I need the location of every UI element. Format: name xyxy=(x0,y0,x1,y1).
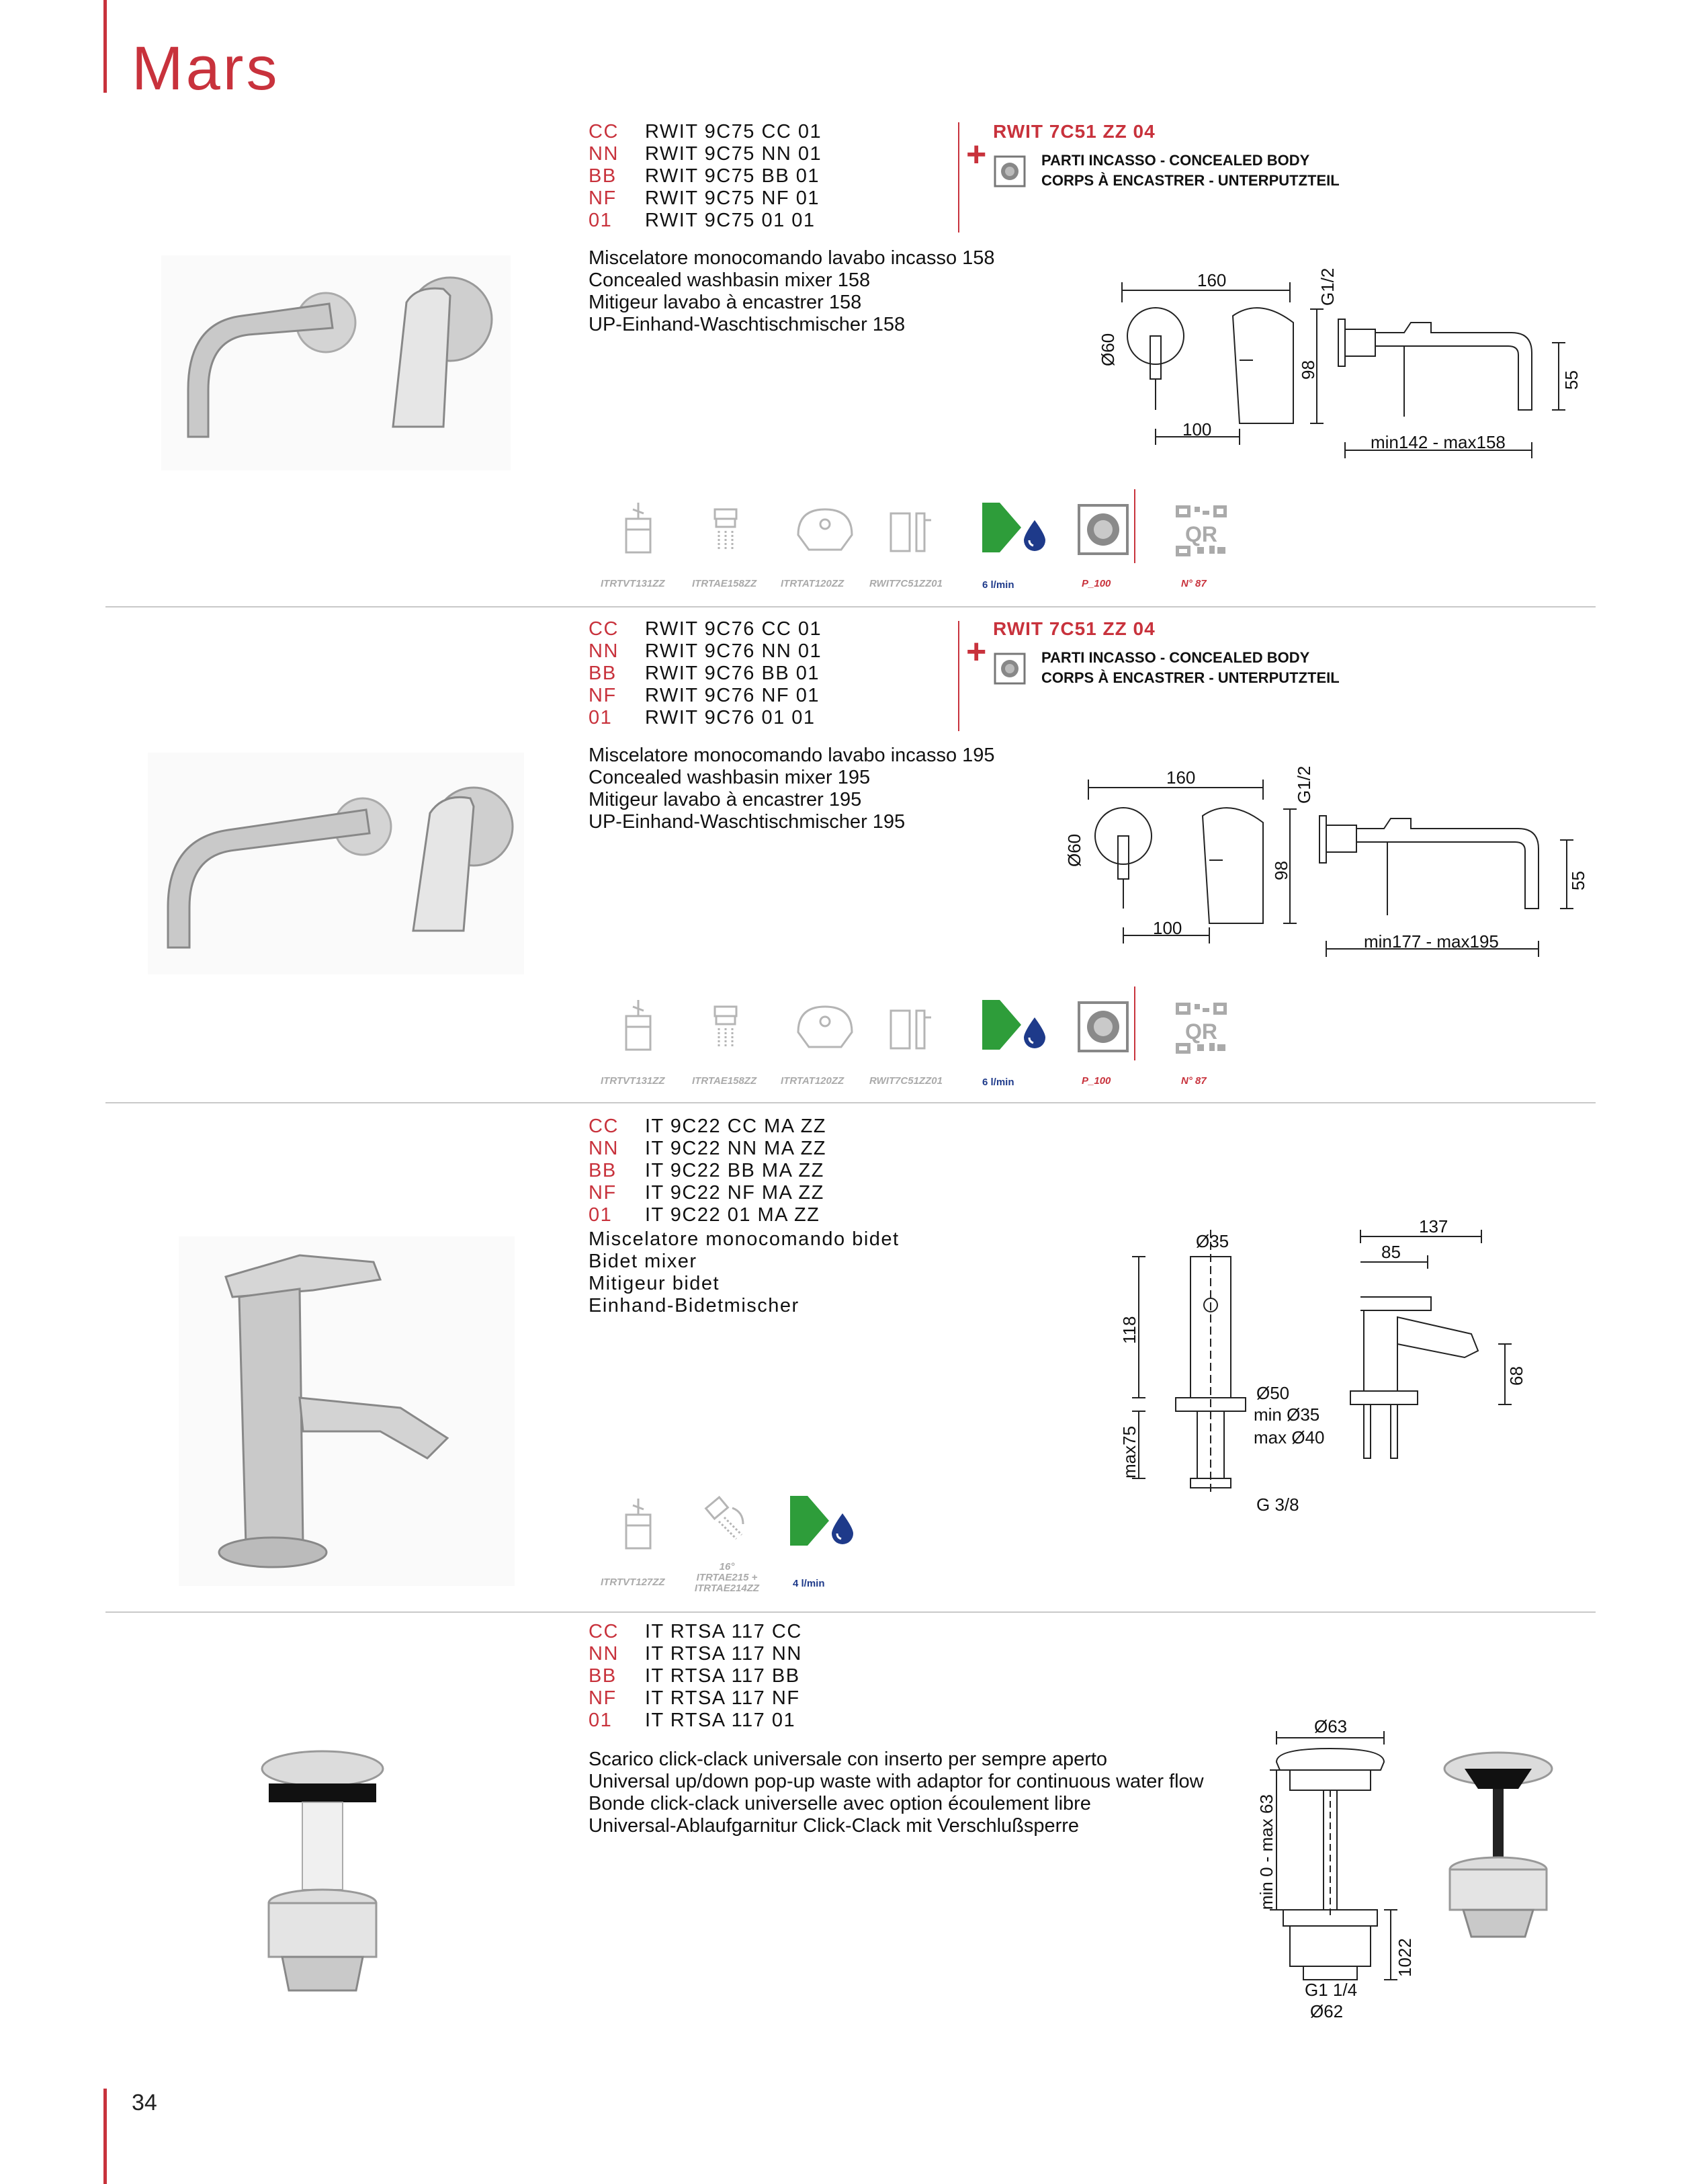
dim-range: min142 - max158 xyxy=(1371,432,1506,452)
aerator-icon xyxy=(707,1004,744,1051)
concealed-divider xyxy=(958,122,959,233)
description-de: Einhand-Bidetmischer xyxy=(589,1295,799,1316)
eco-leaf-icon xyxy=(787,1492,832,1550)
finish-code: NF xyxy=(589,685,617,706)
code-row xyxy=(589,210,822,232)
code-row xyxy=(589,1643,802,1665)
article-code: RWIT 9C76 01 01 xyxy=(645,707,816,728)
article-code: IT RTSA 117 01 xyxy=(645,1710,796,1731)
description-fr: Mitigeur lavabo à encastrer 158 xyxy=(589,292,862,313)
accessory-label: ITRTVT131ZZ xyxy=(601,578,665,589)
finish-code: 01 xyxy=(589,1710,613,1731)
article-code: IT 9C22 NN MA ZZ xyxy=(645,1138,827,1159)
finish-code: 01 xyxy=(589,1204,613,1226)
code-row xyxy=(589,663,822,685)
code-row xyxy=(589,1204,826,1226)
concealed-divider xyxy=(958,621,959,731)
code-row xyxy=(589,1710,802,1732)
code-row xyxy=(589,1138,826,1160)
dim-thread: G1/2 xyxy=(1294,765,1314,804)
code-row xyxy=(589,1621,802,1643)
article-code: IT RTSA 117 NN xyxy=(645,1643,802,1665)
article-code: RWIT 9C75 01 01 xyxy=(645,210,816,231)
dim-top-diameter: Ø63 xyxy=(1314,1716,1348,1736)
concealed-valve-icon xyxy=(1076,1000,1130,1054)
cartridge-icon xyxy=(618,500,658,556)
article-code: RWIT 9C76 CC 01 xyxy=(645,618,822,640)
product-section-2 xyxy=(0,618,1689,1089)
accessory-label: ITRTAE158ZZ xyxy=(692,578,757,589)
product-description xyxy=(589,745,995,833)
section-separator xyxy=(105,1102,1596,1103)
accessory-label: ITRTAT120ZZ xyxy=(781,578,844,589)
product-section-1 xyxy=(0,0,1689,605)
section-separator xyxy=(105,606,1596,607)
description-it: Miscelatore monocomando lavabo incasso 158 xyxy=(589,247,995,269)
plus-icon: + xyxy=(966,632,987,671)
dim-spout: 55 xyxy=(1561,370,1582,390)
water-drop-icon xyxy=(829,1511,856,1546)
dim-base-diameter: Ø50 xyxy=(1256,1383,1290,1403)
product-codes xyxy=(589,1621,802,1732)
footer-accent-bar xyxy=(103,2089,107,2184)
product-description xyxy=(589,247,995,336)
accessory-label: RWIT7C51ZZ01 xyxy=(869,578,943,589)
dim-max-thickness: max75 xyxy=(1119,1425,1139,1478)
dim-range: min177 - max195 xyxy=(1364,931,1499,952)
qr-text: QR xyxy=(1185,1019,1217,1044)
dim-height: 1022 xyxy=(1395,1938,1415,1977)
product-description xyxy=(589,1228,900,1317)
finish-code: 01 xyxy=(589,707,613,728)
concealed-valve-icon xyxy=(1076,503,1130,556)
dim-range: min 0 - max 63 xyxy=(1256,1794,1276,1910)
description-fr: Bonde click-clack universelle avec option écoulement libre xyxy=(589,1793,1091,1814)
description-fr: Mitigeur bidet xyxy=(589,1273,720,1294)
water-drop-icon xyxy=(1021,1015,1048,1050)
dim-depth: 137 xyxy=(1419,1216,1448,1236)
concealed-body-icon xyxy=(993,155,1027,188)
description-de: Universal-Ablaufgarnitur Click-Clack mit Verschlußsperre xyxy=(589,1815,1080,1837)
description-de: UP-Einhand-Waschtischmischer 158 xyxy=(589,314,906,335)
qr-number-label: N° 87 xyxy=(1181,1075,1207,1087)
plus-icon: + xyxy=(966,135,987,174)
finish-code: NF xyxy=(589,187,617,209)
code-row xyxy=(589,1116,826,1138)
dim-spout-reach: 85 xyxy=(1381,1242,1401,1262)
dim-thread: G1/2 xyxy=(1317,267,1338,306)
accessory-label: RWIT7C51ZZ01 xyxy=(869,1075,943,1087)
article-code: RWIT 9C76 NN 01 xyxy=(645,640,822,662)
qr-text: QR xyxy=(1185,522,1217,546)
technical-drawing xyxy=(1048,753,1586,974)
cartridge-icon xyxy=(618,997,658,1054)
article-code: IT 9C22 CC MA ZZ xyxy=(645,1116,827,1137)
description-en: Universal up/down pop-up waste with adaptor for continuous water flow xyxy=(589,1771,1204,1792)
dim-width: 160 xyxy=(1197,270,1227,290)
product-codes xyxy=(589,618,822,729)
finish-code: NF xyxy=(589,1687,617,1709)
technical-drawing xyxy=(1115,1210,1586,1519)
description-en: Concealed washbasin mixer 158 xyxy=(589,269,871,291)
product-photo-open xyxy=(1431,1742,1565,1943)
finish-code: BB xyxy=(589,165,617,187)
accessory-label: ITRTVT127ZZ xyxy=(601,1577,665,1588)
accessory-label: ITRTAE158ZZ xyxy=(692,1075,757,1087)
article-code: IT 9C22 01 MA ZZ xyxy=(645,1204,820,1226)
mixer-body-icon xyxy=(888,1004,935,1051)
dim-diameter: Ø60 xyxy=(1064,833,1084,867)
dim-max-hole: max Ø40 xyxy=(1254,1427,1325,1447)
eco-leaf-icon xyxy=(980,499,1024,556)
dim-spacing: 100 xyxy=(1153,918,1182,938)
finish-code: 01 xyxy=(589,210,613,231)
flow-rate-label: 6 l/min xyxy=(982,1077,1014,1088)
concealed-code: RWIT 7C51 ZZ 04 xyxy=(993,121,1156,142)
concealed-code: RWIT 7C51 ZZ 04 xyxy=(993,618,1156,639)
code-row xyxy=(589,121,822,143)
article-code: IT RTSA 117 BB xyxy=(645,1665,800,1687)
finish-code: NN xyxy=(589,1138,619,1159)
concealed-line-1: PARTI INCASSO - CONCEALED BODY xyxy=(1041,649,1310,666)
description-it: Miscelatore monocomando lavabo incasso 195 xyxy=(589,745,995,766)
technical-drawing xyxy=(1088,255,1582,470)
product-photo xyxy=(179,1236,515,1586)
page-title: Mars xyxy=(132,34,280,103)
accessory-label: ITRTVT131ZZ xyxy=(601,1075,665,1087)
description-fr: Mitigeur lavabo à encastrer 195 xyxy=(589,789,862,810)
code-row xyxy=(589,618,822,640)
code-row xyxy=(589,1687,802,1710)
product-section-4 xyxy=(0,1621,1689,2024)
code-row xyxy=(589,165,822,187)
code-row xyxy=(589,707,822,729)
concealed-line-2: CORPS À ENCASTRER - UNTERPUTZTEIL xyxy=(1041,669,1340,686)
finish-code: CC xyxy=(589,1116,619,1137)
icon-divider xyxy=(1134,986,1135,1060)
qr-code-icon xyxy=(1174,504,1228,558)
wall-flange-icon xyxy=(793,505,857,551)
dim-height: 118 xyxy=(1119,1316,1139,1344)
article-code: RWIT 9C76 NF 01 xyxy=(645,685,820,706)
code-row xyxy=(589,640,822,663)
pressure-label: P_100 xyxy=(1082,1075,1111,1087)
description-de: UP-Einhand-Waschtischmischer 195 xyxy=(589,811,906,833)
concealed-line-2: CORPS À ENCASTRER - UNTERPUTZTEIL xyxy=(1041,172,1340,189)
finish-code: NN xyxy=(589,143,619,165)
article-code: RWIT 9C75 NN 01 xyxy=(645,143,822,165)
product-photo xyxy=(255,1742,390,2011)
description-it: Scarico click-clack universale con inserto per sempre aperto xyxy=(589,1749,1108,1770)
article-code: RWIT 9C75 NF 01 xyxy=(645,187,820,209)
qr-code-icon xyxy=(1174,1001,1228,1055)
code-row xyxy=(589,1665,802,1687)
dim-spout: 55 xyxy=(1568,871,1588,890)
dim-height: 98 xyxy=(1298,360,1318,380)
concealed-line-1: PARTI INCASSO - CONCEALED BODY xyxy=(1041,152,1310,169)
article-code: RWIT 9C75 CC 01 xyxy=(645,121,822,142)
page-number: 34 xyxy=(132,2090,157,2115)
finish-code: BB xyxy=(589,663,617,684)
finish-code: BB xyxy=(589,1665,617,1687)
aerator-icon xyxy=(707,507,744,554)
section-separator xyxy=(105,1611,1596,1613)
accessory-label: ITRTAT120ZZ xyxy=(781,1075,844,1087)
cartridge-icon xyxy=(618,1496,658,1552)
accessory-label: 16° ITRTAE215 + ITRTAE214ZZ xyxy=(694,1561,760,1594)
product-photo xyxy=(148,753,524,974)
flow-rate-label: 4 l/min xyxy=(793,1578,825,1589)
product-description xyxy=(589,1749,1204,1837)
dim-spacing: 100 xyxy=(1182,419,1212,439)
code-row xyxy=(589,143,822,165)
article-code: RWIT 9C76 BB 01 xyxy=(645,663,820,684)
product-codes xyxy=(589,1116,826,1226)
code-row xyxy=(589,1160,826,1182)
finish-code: NN xyxy=(589,1643,619,1665)
eco-leaf-icon xyxy=(980,996,1024,1054)
swivel-aerator-icon xyxy=(699,1495,750,1546)
dim-thread: G 3/8 xyxy=(1256,1495,1299,1515)
article-code: RWIT 9C75 BB 01 xyxy=(645,165,820,187)
qr-number-label: N° 87 xyxy=(1181,578,1207,589)
code-row xyxy=(589,1182,826,1204)
icon-divider xyxy=(1134,489,1135,563)
concealed-body-icon xyxy=(993,652,1027,685)
finish-code: CC xyxy=(589,1621,619,1642)
dim-diameter: Ø60 xyxy=(1098,333,1118,366)
product-section-3 xyxy=(0,1116,1689,1594)
description-it: Miscelatore monocomando bidet xyxy=(589,1228,900,1250)
product-photo xyxy=(161,255,511,470)
code-row xyxy=(589,187,822,210)
description-en: Concealed washbasin mixer 195 xyxy=(589,767,871,788)
finish-code: CC xyxy=(589,618,619,640)
water-drop-icon xyxy=(1021,517,1048,552)
dim-top-diameter: Ø35 xyxy=(1196,1231,1229,1251)
article-code: IT 9C22 BB MA ZZ xyxy=(645,1160,824,1181)
dim-height: 98 xyxy=(1271,861,1291,880)
finish-code: NF xyxy=(589,1182,617,1204)
dim-bottom-diameter: Ø62 xyxy=(1310,2001,1344,2021)
dim-spout-height: 68 xyxy=(1506,1366,1526,1386)
dim-min-hole: min Ø35 xyxy=(1254,1404,1320,1425)
article-code: IT RTSA 117 NF xyxy=(645,1687,800,1709)
flow-rate-label: 6 l/min xyxy=(982,579,1014,591)
finish-code: BB xyxy=(589,1160,617,1181)
pressure-label: P_100 xyxy=(1082,578,1111,589)
article-code: IT RTSA 117 CC xyxy=(645,1621,802,1642)
finish-code: NN xyxy=(589,640,619,662)
dim-thread: G1 1/4 xyxy=(1305,1980,1358,2000)
article-code: IT 9C22 NF MA ZZ xyxy=(645,1182,824,1204)
product-codes xyxy=(589,121,822,232)
finish-code: CC xyxy=(589,121,619,142)
code-row xyxy=(589,685,822,707)
description-en: Bidet mixer xyxy=(589,1251,697,1272)
wall-flange-icon xyxy=(793,1003,857,1048)
mixer-body-icon xyxy=(888,507,935,554)
dim-width: 160 xyxy=(1166,767,1196,788)
